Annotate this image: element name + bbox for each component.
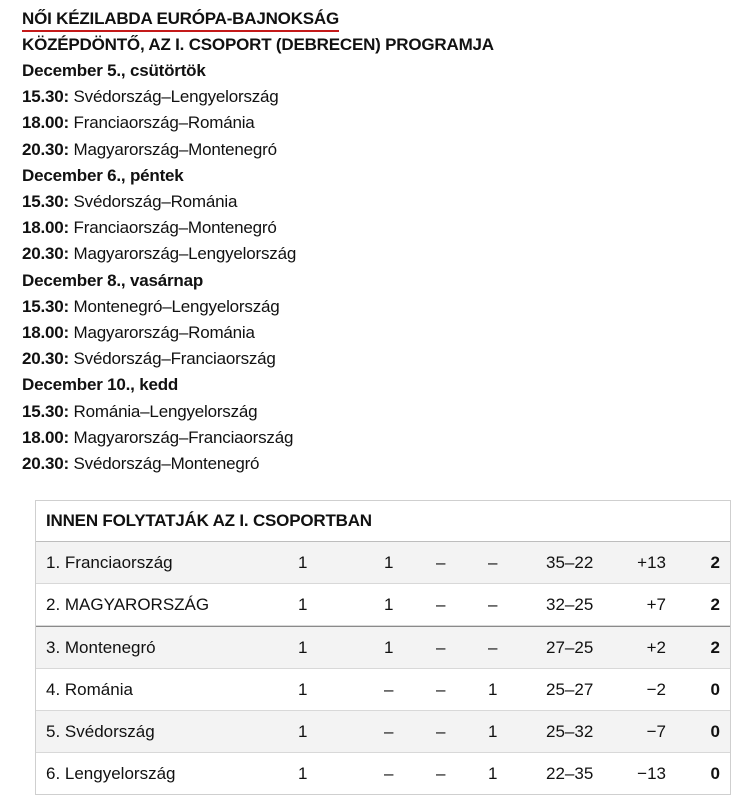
match-line [22,84,732,110]
schedule-day [22,58,732,163]
points: 0 [710,680,720,699]
lost-count: 1 [488,722,498,741]
draw-count: – [436,595,446,614]
match-time: 15.30: [22,87,70,107]
played-count: 1 [298,764,308,783]
match-teams: Svédország–Lengyelország [73,87,279,107]
article-subtitle: KÖZÉPDÖNTŐ, AZ I. CSOPORT (DEBRECEN) PROGRAMJA [22,35,494,54]
won-count: 1 [384,638,394,657]
points: 2 [710,595,720,614]
goal-ratio: 25–32 [546,722,594,741]
match-teams: Franciaország–Montenegró [73,218,277,238]
match-time: 15.30: [22,401,70,421]
lost-count: – [488,553,498,572]
match-line [22,189,732,215]
points: 2 [710,638,720,657]
article-title: NŐI KÉZILABDA EURÓPA-BAJNOKSÁG [22,8,339,32]
standings-row [36,711,730,753]
played-count: 1 [298,680,308,699]
goal-ratio: 35–22 [546,553,594,572]
match-teams: Magyarország–Lengyelország [73,244,297,264]
match-time: 15.30: [22,296,70,316]
standings-row [36,753,730,794]
goal-difference: +13 [637,553,666,572]
standings-row [36,669,730,711]
lost-count: – [488,595,498,614]
match-time: 18.00: [22,427,70,447]
match-teams: Franciaország–Románia [73,113,255,133]
team-name: 3. Montenegró [46,638,156,657]
match-teams: Magyarország–Románia [73,323,255,343]
match-teams: Magyarország–Franciaország [73,427,294,447]
draw-count: – [436,764,446,783]
goal-difference: +7 [646,595,666,614]
team-name: 6. Lengyelország [46,764,176,783]
schedule-day [22,163,732,268]
article-title-wrap [22,8,732,32]
match-line [22,110,732,136]
points: 2 [710,553,720,572]
match-time: 20.30: [22,244,70,264]
match-line [22,451,732,477]
match-time: 15.30: [22,192,70,212]
goal-ratio: 25–27 [546,680,594,699]
goal-difference: −7 [646,722,666,741]
lost-count: 1 [488,764,498,783]
standings-table [35,500,731,795]
team-name: 1. Franciaország [46,553,173,572]
goal-ratio: 22–35 [546,764,594,783]
match-line [22,425,732,451]
match-teams: Magyarország–Montenegró [73,139,277,159]
goal-ratio: 32–25 [546,595,594,614]
day-heading: December 8., vasárnap [22,270,204,290]
won-count: – [384,764,394,783]
goal-ratio: 27–25 [546,638,594,657]
match-time: 18.00: [22,218,70,238]
match-line [22,241,732,267]
team-name: 5. Svédország [46,722,155,741]
lost-count: 1 [488,680,498,699]
won-count: 1 [384,595,394,614]
standings-row [36,626,730,669]
played-count: 1 [298,722,308,741]
match-teams: Románia–Lengyelország [73,401,258,421]
draw-count: – [436,680,446,699]
match-line [22,137,732,163]
played-count: 1 [298,638,308,657]
played-count: 1 [298,553,308,572]
match-teams: Svédország–Románia [73,192,238,212]
match-time: 20.30: [22,139,70,159]
match-teams: Svédország–Montenegró [73,454,260,474]
goal-difference: −2 [646,680,666,699]
schedule-day [22,268,732,373]
day-heading: December 5., csütörtök [22,61,206,80]
points: 0 [710,722,720,741]
draw-count: – [436,722,446,741]
won-count: – [384,680,394,699]
day-heading: December 10., kedd [22,375,179,395]
standings-row [36,584,730,626]
draw-count: – [436,553,446,572]
team-name: 2. MAGYARORSZÁG [46,595,210,614]
match-line [22,320,732,346]
match-teams: Montenegró–Lengyelország [73,296,280,316]
played-count: 1 [298,595,308,614]
standings-row [36,542,730,584]
won-count: – [384,722,394,741]
match-line [22,215,732,241]
schedule-day [22,372,732,477]
day-heading: December 6., péntek [22,165,184,185]
match-time: 18.00: [22,113,70,133]
match-time: 20.30: [22,454,70,474]
article [22,8,732,477]
won-count: 1 [384,553,394,572]
match-line [22,346,732,372]
points: 0 [710,764,720,783]
match-teams: Svédország–Franciaország [73,349,276,369]
draw-count: – [436,638,446,657]
match-line [22,294,732,320]
team-name: 4. Románia [46,680,133,699]
match-time: 20.30: [22,349,70,369]
match-line [22,399,732,425]
goal-difference: +2 [646,638,666,657]
lost-count: – [488,638,498,657]
match-time: 18.00: [22,323,70,343]
goal-difference: −13 [637,764,666,783]
standings-title: INNEN FOLYTATJÁK AZ I. CSOPORTBAN [36,501,730,542]
